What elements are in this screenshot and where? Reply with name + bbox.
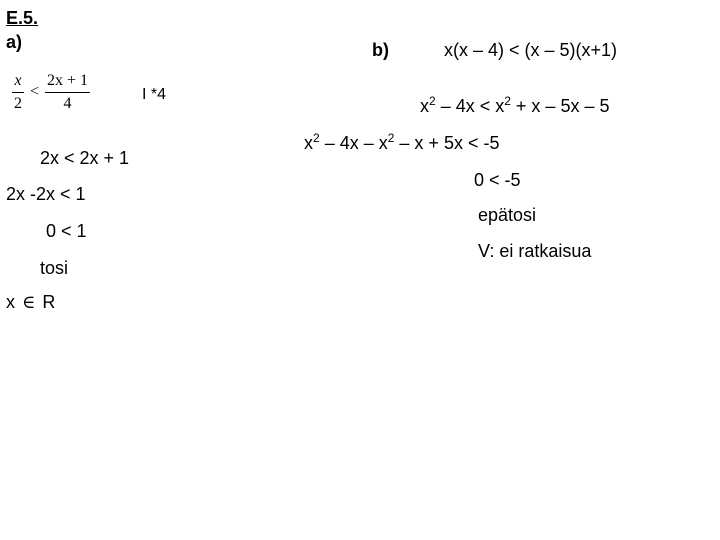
part-b-label: b) [372,40,389,60]
term: x [420,96,429,116]
term: – 4x – x [319,133,388,153]
part-a-verdict: tosi [40,258,69,278]
term: – 4x < x [435,96,505,116]
exponent: 2 [429,94,436,108]
exercise-title: E.5. [6,8,39,28]
fraction-left-denominator: 2 [14,94,22,112]
part-b-step1 [420,96,609,117]
part-a-solution [6,292,55,313]
part-a-label: a) [6,32,23,52]
exponent: 2 [387,131,395,145]
element-of-symbol: ∈ [22,292,36,312]
solution-variable: x [6,292,15,312]
part-b-equation: x(x – 4) < (x – 5)(x+1) [444,40,618,60]
part-a-step1: 2x < 2x + 1 [40,148,130,168]
part-b-verdict: epätosi [478,205,537,225]
fraction-right-denominator: 4 [63,94,72,112]
part-b-step2 [304,133,499,154]
exponent: 2 [504,94,511,108]
fraction-inequality [12,72,90,112]
multiplier-note: I *4 [142,86,167,103]
term: x [304,133,313,153]
fraction-right [45,72,90,112]
fraction-relation: < [30,83,40,101]
fraction-left-numerator: x [12,72,23,93]
solution-set: R [42,292,56,312]
fraction-left [12,72,24,112]
part-a-step3: 0 < 1 [46,221,87,241]
term: – x + 5x < -5 [394,133,500,153]
exponent: 2 [313,131,320,145]
term: + x – 5x – 5 [510,96,610,116]
fraction-right-numerator: 2x + 1 [45,72,90,93]
part-b-step3: 0 < -5 [474,170,521,190]
part-b-answer: V: ei ratkaisua [478,241,592,261]
part-a-step2: 2x -2x < 1 [6,184,86,204]
